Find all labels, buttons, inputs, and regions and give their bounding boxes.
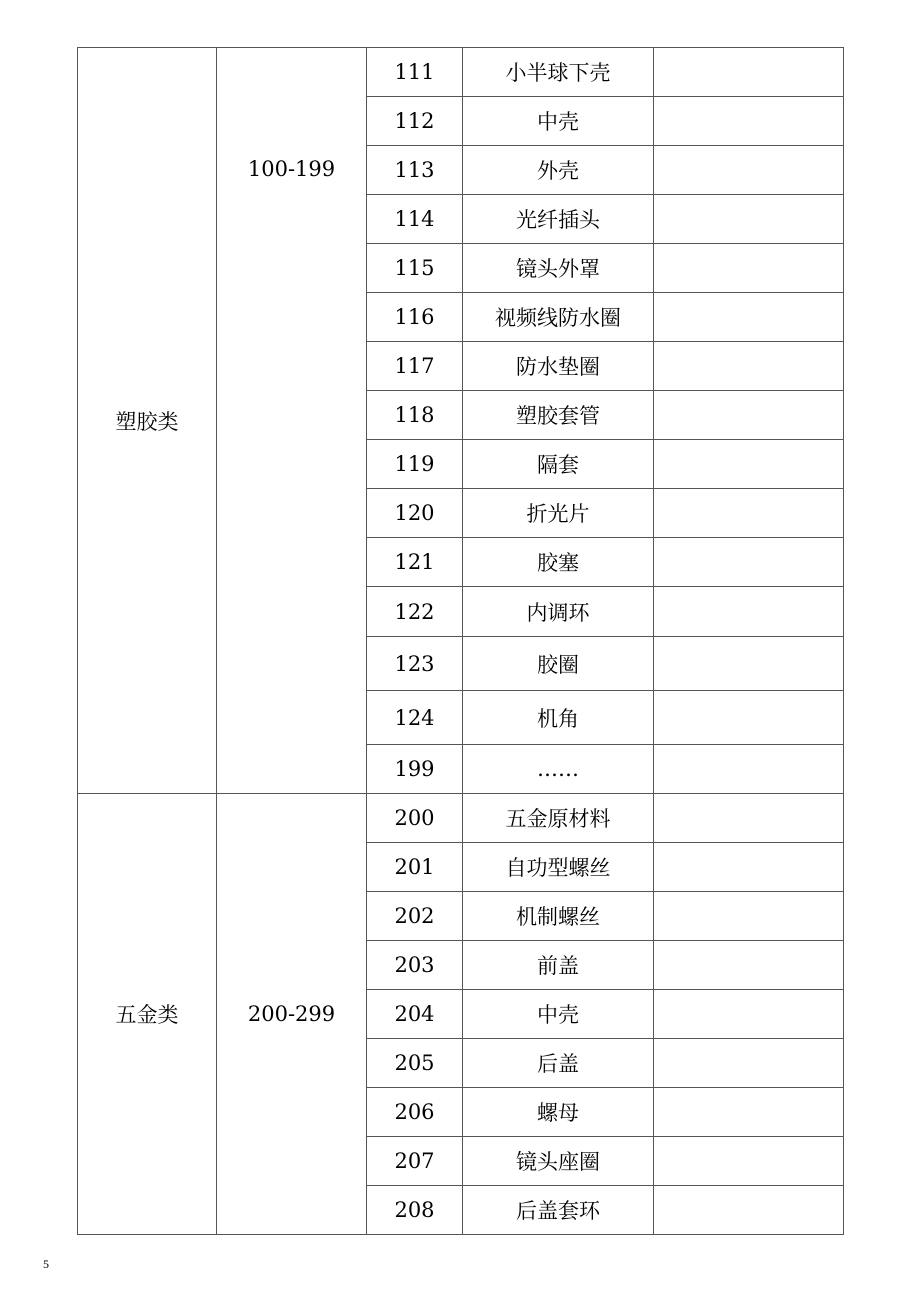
name-cell: 胶圈 (463, 637, 654, 691)
remark-cell (654, 1039, 844, 1088)
remark-cell (654, 489, 844, 538)
name-cell: 前盖 (463, 941, 654, 990)
name-cell: 镜头座圈 (463, 1137, 654, 1186)
code-cell: 201 (367, 843, 463, 892)
remark-cell (654, 843, 844, 892)
code-cell: 121 (367, 538, 463, 587)
remark-cell (654, 48, 844, 97)
remark-cell (654, 941, 844, 990)
name-cell: 外壳 (463, 146, 654, 195)
name-cell: 隔套 (463, 440, 654, 489)
remark-cell (654, 892, 844, 941)
remark-cell (654, 1137, 844, 1186)
code-cell: 116 (367, 293, 463, 342)
name-cell: 后盖 (463, 1039, 654, 1088)
code-cell: 207 (367, 1137, 463, 1186)
category-cell: 塑胶类 (78, 48, 217, 794)
name-cell: 内调环 (463, 587, 654, 637)
remark-cell (654, 745, 844, 794)
name-cell: 塑胶套管 (463, 391, 654, 440)
remark-cell (654, 440, 844, 489)
name-cell: 螺母 (463, 1088, 654, 1137)
code-cell: 208 (367, 1186, 463, 1235)
remark-cell (654, 794, 844, 843)
category-cell: 五金类 (78, 794, 217, 1235)
code-cell: 111 (367, 48, 463, 97)
remark-cell (654, 587, 844, 637)
code-cell: 202 (367, 892, 463, 941)
code-cell: 120 (367, 489, 463, 538)
name-cell: 中壳 (463, 990, 654, 1039)
page-number: 5 (43, 1257, 49, 1271)
code-cell: 118 (367, 391, 463, 440)
range-cell: 100-199 (217, 48, 367, 794)
code-cell: 117 (367, 342, 463, 391)
range-cell: 200-299 (217, 794, 367, 1235)
remark-cell (654, 1186, 844, 1235)
name-cell: 后盖套环 (463, 1186, 654, 1235)
remark-cell (654, 391, 844, 440)
name-cell: 防水垫圈 (463, 342, 654, 391)
code-cell: 123 (367, 637, 463, 691)
name-cell: 镜头外罩 (463, 244, 654, 293)
name-cell: 折光片 (463, 489, 654, 538)
table-row (78, 794, 844, 843)
name-cell: 视频线防水圈 (463, 293, 654, 342)
code-cell: 114 (367, 195, 463, 244)
code-cell: 205 (367, 1039, 463, 1088)
remark-cell (654, 195, 844, 244)
code-cell: 122 (367, 587, 463, 637)
code-cell: 200 (367, 794, 463, 843)
remark-cell (654, 244, 844, 293)
code-cell: 115 (367, 244, 463, 293)
name-cell: …… (463, 745, 654, 794)
code-cell: 204 (367, 990, 463, 1039)
name-cell: 光纤插头 (463, 195, 654, 244)
code-cell: 113 (367, 146, 463, 195)
code-cell: 203 (367, 941, 463, 990)
remark-cell (654, 342, 844, 391)
name-cell: 胶塞 (463, 538, 654, 587)
remark-cell (654, 1088, 844, 1137)
remark-cell (654, 990, 844, 1039)
name-cell: 机角 (463, 691, 654, 745)
remark-cell (654, 637, 844, 691)
code-cell: 119 (367, 440, 463, 489)
name-cell: 中壳 (463, 97, 654, 146)
table-row (78, 48, 844, 97)
remark-cell (654, 538, 844, 587)
name-cell: 五金原材料 (463, 794, 654, 843)
code-cell: 112 (367, 97, 463, 146)
remark-cell (654, 146, 844, 195)
parts-code-table (77, 47, 844, 1235)
remark-cell (654, 691, 844, 745)
remark-cell (654, 97, 844, 146)
code-cell: 124 (367, 691, 463, 745)
name-cell: 小半球下壳 (463, 48, 654, 97)
code-cell: 206 (367, 1088, 463, 1137)
name-cell: 自功型螺丝 (463, 843, 654, 892)
name-cell: 机制螺丝 (463, 892, 654, 941)
code-cell: 199 (367, 745, 463, 794)
remark-cell (654, 293, 844, 342)
